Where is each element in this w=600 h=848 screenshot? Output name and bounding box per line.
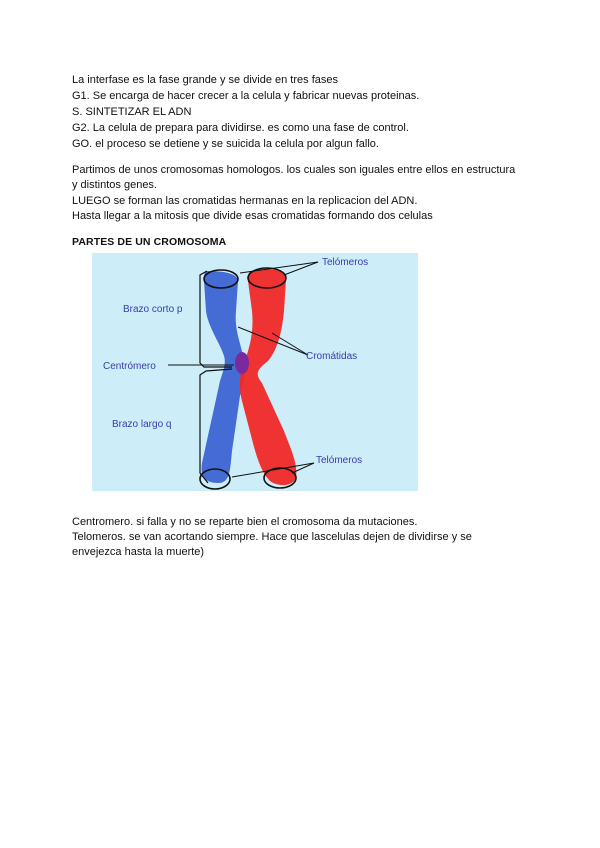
intro-line-5: GO. el proceso se detiene y se suicida la celula por algun fallo. bbox=[72, 138, 379, 150]
intro-line-1: La interfase es la fase grande y se divide en tres fases bbox=[72, 74, 338, 86]
label-telomeros-top: Telómeros bbox=[322, 257, 369, 268]
intro-line-3: S. SINTETIZAR EL ADN bbox=[72, 106, 192, 118]
intro-line-4: G2. La celula de prepara para dividirse. es como una fase de control. bbox=[72, 122, 409, 134]
notes-line-2: Telomeros. se van acortando siempre. Hace que lascelulas dejen de dividirse y se bbox=[72, 531, 472, 543]
homologos-line-3: LUEGO se forman las cromatidas hermanas en la replicacion del ADN. bbox=[72, 195, 418, 207]
label-brazo-corto: Brazo corto p bbox=[123, 304, 183, 315]
label-centromero: Centrómero bbox=[103, 361, 156, 372]
intro-line-2: G1. Se encarga de hacer crecer a la celula y fabricar nuevas proteinas. bbox=[72, 90, 420, 102]
homologos-line-1: Partimos de unos cromosomas homologos. los cuales son iguales entre ellos en estructura bbox=[72, 164, 516, 176]
notes-line-3: envejezca hasta la muerte) bbox=[72, 546, 205, 558]
homologos-line-2: y distintos genes. bbox=[72, 179, 157, 191]
homologos-line-4: Hasta llegar a la mitosis que divide esas cromatidas formando dos celulas bbox=[72, 210, 433, 222]
centromere bbox=[235, 352, 249, 374]
chromosome-figure bbox=[72, 251, 420, 493]
label-cromatidas: Cromátidas bbox=[306, 351, 358, 362]
notes-line-1: Centromero. si falla y no se reparte bien el cromosoma da mutaciones. bbox=[72, 516, 418, 528]
label-brazo-largo: Brazo largo q bbox=[112, 419, 172, 430]
section-heading: PARTES DE UN CROMOSOMA bbox=[72, 236, 227, 248]
label-telomeros-bottom: Telómeros bbox=[316, 455, 363, 466]
